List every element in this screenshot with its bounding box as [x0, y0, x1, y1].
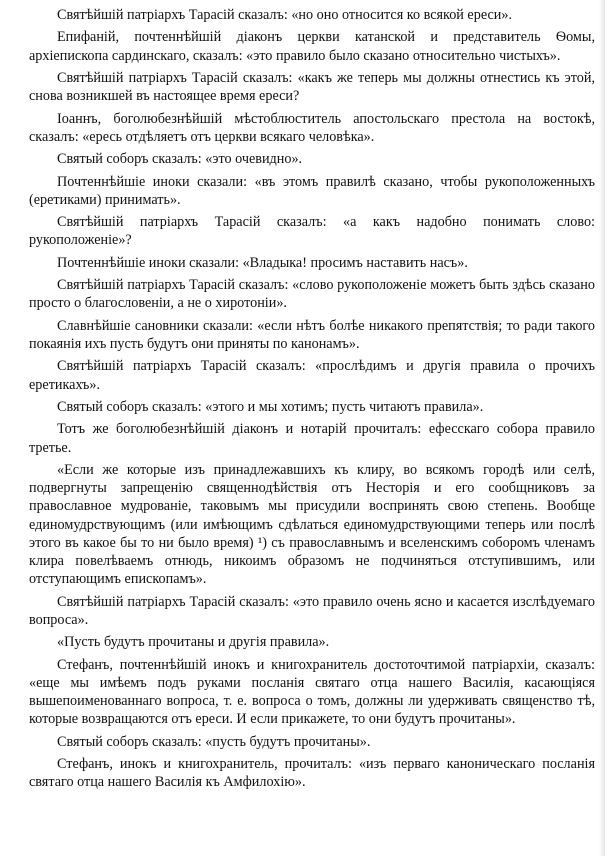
paragraph — [29, 173, 595, 209]
paragraph-text: Почтеннѣйшіе иноки сказали: «въ этомъ правилѣ сказано, чтобы рукоположенныхъ (еретиками) принимать». — [29, 173, 595, 208]
paragraph-text: Епифаній, почтеннѣйшій діаконъ церкви катанской и представитель Ѳомы, архіепископа сардинскаго, сказалъ: «это правило было сказано относительно чистыхъ». — [29, 29, 595, 64]
paragraph — [29, 150, 595, 168]
paragraph-text: Святѣйшій патріархъ Тарасій сказалъ: «это правило очень ясно и касается изслѣдуемаго вопроса». — [29, 593, 595, 628]
page-edge-shadow — [599, 0, 605, 856]
paragraph — [29, 398, 595, 416]
paragraph-text: «Пусть будутъ прочитаны и другія правила». — [57, 634, 330, 651]
paragraph — [29, 276, 595, 312]
paragraph-text: Святый соборъ сказалъ: «этого и мы хотимъ; пусть читаютъ правила». — [57, 398, 484, 415]
paragraph-text: Святый соборъ сказалъ: «это очевидно». — [57, 151, 303, 168]
paragraph — [29, 69, 595, 105]
paragraph — [29, 28, 595, 64]
paragraph-text: Стефанъ, инокъ и книгохранитель, прочиталъ: «изъ перваго каноническаго посланія святаго отца нашего Василія къ Амфилохію». — [29, 755, 595, 791]
paragraph-text: Святѣйшій патріархъ Тарасій сказалъ: «но оно относится ко всякой ереси». — [57, 7, 513, 23]
paragraph — [29, 656, 595, 729]
paragraph — [29, 420, 595, 456]
paragraph — [29, 213, 595, 249]
paragraph-text: Святѣйшій патріархъ Тарасій сказалъ: «прослѣдимъ и другія правила о прочихъ еретикахъ». — [29, 358, 595, 393]
paragraph — [29, 110, 595, 146]
paragraph — [29, 254, 595, 272]
paragraph-text: Славнѣйшіе сановники сказали: «если нѣтъ болѣе никакого препятствія; то ради такого покаянія ихъ пусть будутъ они приняты по канонамъ». — [29, 317, 595, 352]
paragraph-text: Іоаннъ, боголюбезнѣйшій мѣстоблюститель апостольскаго престола на востокѣ, сказалъ: «ересь отдѣляетъ отъ церкви всякаго человѣка». — [29, 110, 595, 145]
paragraph-text: Стефанъ, почтеннѣйшій инокъ и книгохранитель достоточтимой патріархіи, сказалъ: «еще мы имѣемъ подъ руками посланія святаго отца нашего Василія, касающіяся вышепоименованнаго вопроса, т. е. вопроса о томъ, должны ли удерживать священство тѣ, которые возвращаются отъ ереси. И если прикажете, то они будутъ прочитаны». — [29, 656, 595, 728]
paragraph — [29, 357, 595, 393]
paragraph-text: Тотъ же боголюбезнѣйшій діаконъ и нотарій прочиталъ: ефесскаго собора правило третье. — [29, 421, 595, 456]
paragraph — [29, 6, 595, 24]
paragraph — [29, 755, 595, 791]
paragraph — [29, 461, 595, 588]
paragraph-text: «Если же которые изъ принадлежавшихъ къ клиру, во всякомъ городѣ или селѣ, подвергнуты запрещенію священнодѣйствія отъ Несторія и его сообщниковъ за православное мудрованіе, таковымъ мы присудили воспринять свою степень. Вообще единомудрствующимъ (или имѣющимъ сдѣлаться единомудрствующими теперь или послѣ этого въ какое бы то ни было время) ¹) съ православнымъ и вселенскимъ соборомъ членамъ клира повелѣваемъ отнюдь, никоимъ образомъ не подчиняться отступившимъ, или отступающимъ епископамъ». — [29, 461, 595, 588]
paragraph — [29, 317, 595, 353]
paragraph-text: Почтеннѣйшіе иноки сказали: «Владыка! просимъ наставить насъ». — [57, 254, 468, 271]
paragraph-text: Святѣйшій патріархъ Тарасій сказалъ: «какъ же теперь мы должны отнестись къ этой, снова возникшей въ настоящее время ереси? — [29, 69, 595, 105]
paragraph — [29, 733, 595, 751]
paragraph-text: Святѣйшій патріархъ Тарасій сказалъ: «а какъ надобно понимать слово: рукоположеніе»? — [29, 214, 595, 249]
paragraph — [29, 633, 595, 651]
paragraph-text: Святый соборъ сказалъ: «пусть будутъ прочитаны». — [57, 733, 371, 750]
paragraph — [29, 593, 595, 629]
paragraph-text: Святѣйшій патріархъ Тарасій сказалъ: «слово рукоположеніе можетъ быть здѣсь сказано просто о благословеніи, а не о хиротоніи». — [29, 277, 595, 312]
